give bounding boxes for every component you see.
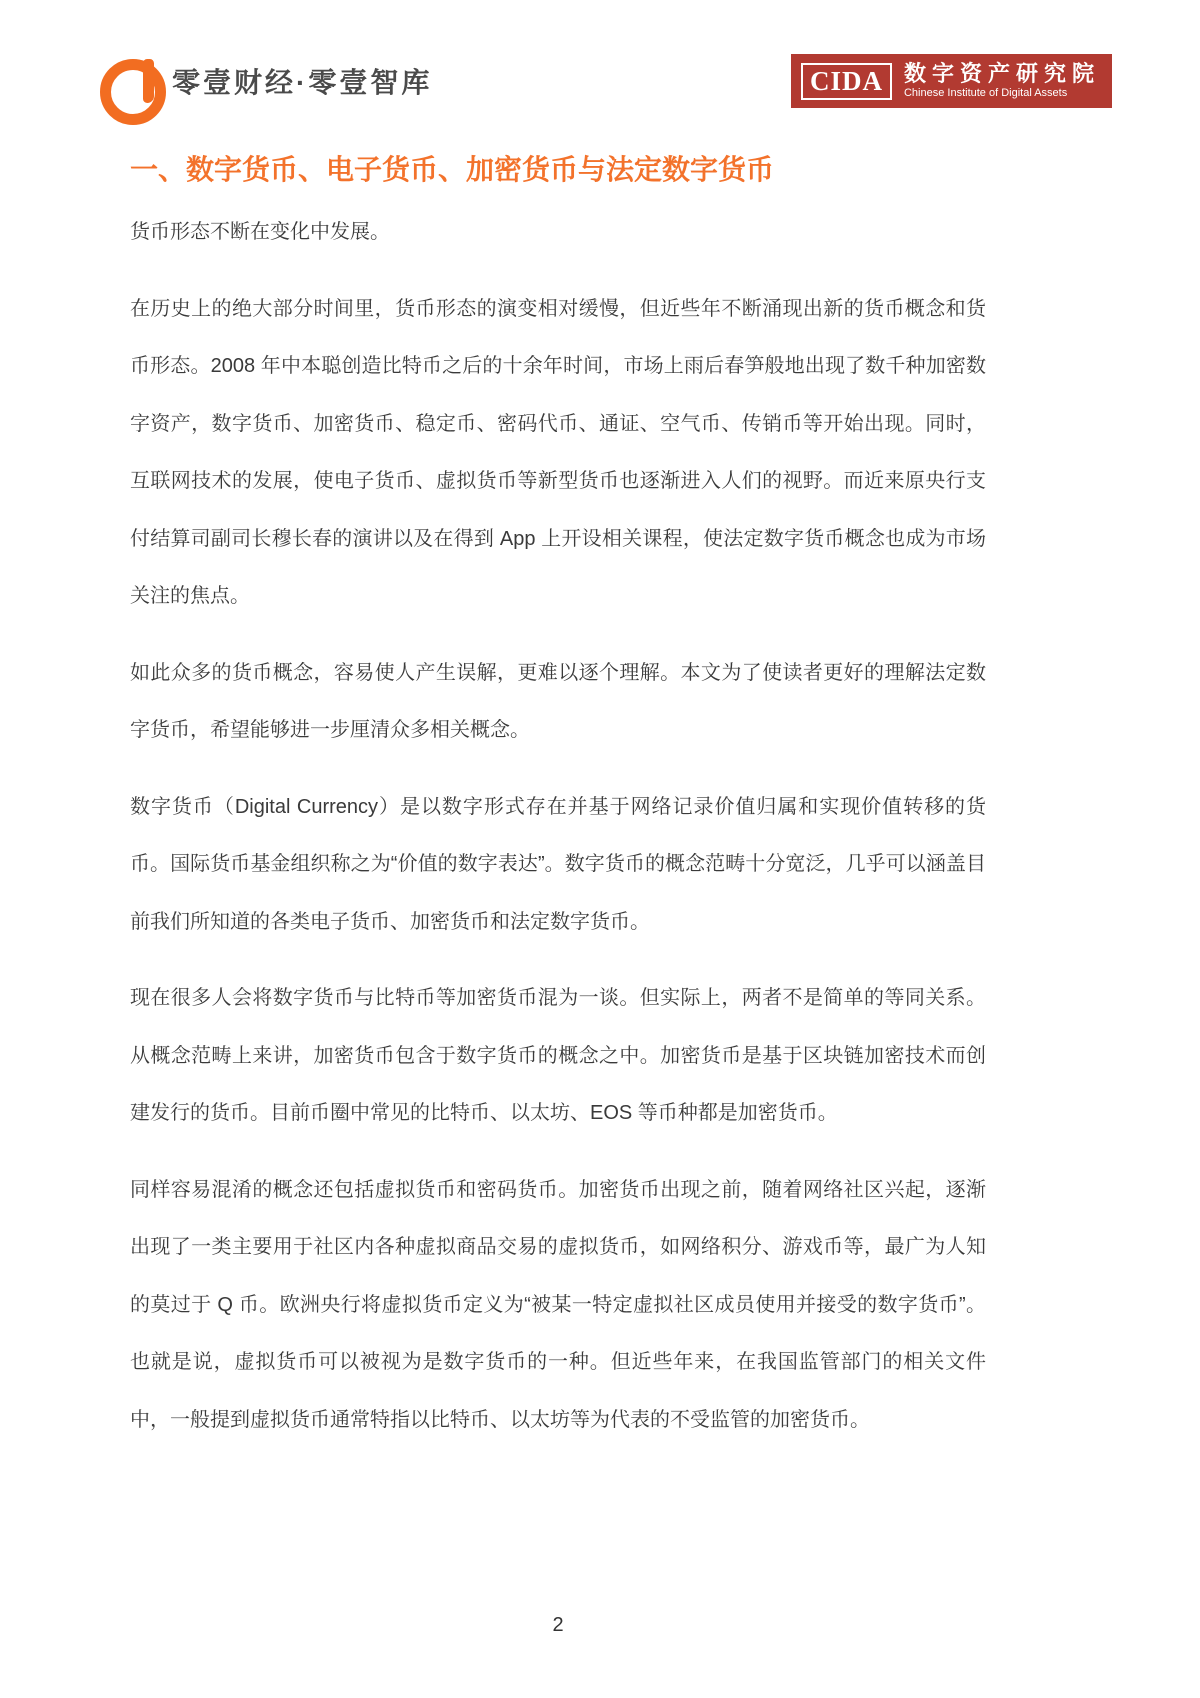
page-footer	[130, 1614, 986, 1637]
body-paragraphs	[130, 204, 986, 1449]
paragraph: 数字货币（Digital Currency）是以数字形式存在并基于网络记录价值归属和实现价值转移的货币。国际货币基金组织称之为“价值的数字表达”。数字货币的概念范畴十分宽泛，几乎可以涵盖目前我们所知道的各类电子货币、加密货币和法定数字货币。	[130, 795, 986, 933]
paragraph: 同样容易混淆的概念还包括虚拟货币和密码货币。加密货币出现之前，随着网络社区兴起，逐渐出现了一类主要用于社区内各种虚拟商品交易的虚拟货币，如网络积分、游戏币等，最广为人知的莫过于 Q 币。欧洲央行将虚拟货币定义为“被某一特定虚拟社区成员使用并接受的数字货币”。也就是说，虚拟货币可以被视为是数字货币的一种。但近些年来，在我国监管部门的相关文件中，一般提到虚拟货币通常特指以比特币、以太坊等为代表的不受监管的加密货币。	[130, 1178, 986, 1431]
section-heading: 一、数字货币、电子货币、加密货币与法定数字货币	[130, 154, 775, 185]
paragraph: 在历史上的绝大部分时间里，货币形态的演变相对缓慢，但近些年不断涌现出新的货币概念和货币形态。2008 年中本聪创造比特币之后的十余年时间，市场上雨后春笋般地出现了数千种加密数字资产，数字货币、加密货币、稳定币、密码代币、通证、空气币、传销币等开始出现。同时，互联网技术的发展，使电子货币、虚拟货币等新型货币也逐渐进入人们的视野。而近来原央行支付结算司副司长穆长春的演讲以及在得到 App 上开设相关课程，使法定数字货币概念也成为市场关注的焦点。	[130, 297, 986, 607]
cida-logo	[791, 54, 1112, 108]
brand-name-text: 零壹财经·零壹智库	[172, 67, 433, 98]
cida-acronym-icon: CIDA	[801, 63, 892, 100]
cida-en-name: Chinese Institute of Digital Assets	[903, 86, 1068, 99]
paragraph: 如此众多的货币概念，容易使人产生误解，更难以逐个理解。本文为了使读者更好的理解法定数字货币，希望能够进一步厘清众多相关概念。	[130, 661, 986, 741]
paragraph: 现在很多人会将数字货币与比特币等加密货币混为一谈。但实际上，两者不是简单的等同关系。从概念范畴上来讲，加密货币包含于数字货币的概念之中。加密货币是基于区块链加密技术而创建发行的货币。目前币圈中常见的比特币、以太坊、EOS 等币种都是加密货币。	[130, 987, 986, 1124]
cida-cn-name: 数字资产研究院	[903, 61, 1100, 87]
alpha-icon	[100, 57, 156, 105]
paragraph: 货币形态不断在变化中发展。	[130, 221, 390, 243]
page-header	[100, 52, 1112, 110]
left-brand-logo	[100, 57, 432, 105]
cida-names	[904, 62, 1100, 99]
page-number: 2	[552, 1614, 564, 1636]
document-content	[130, 150, 986, 1449]
